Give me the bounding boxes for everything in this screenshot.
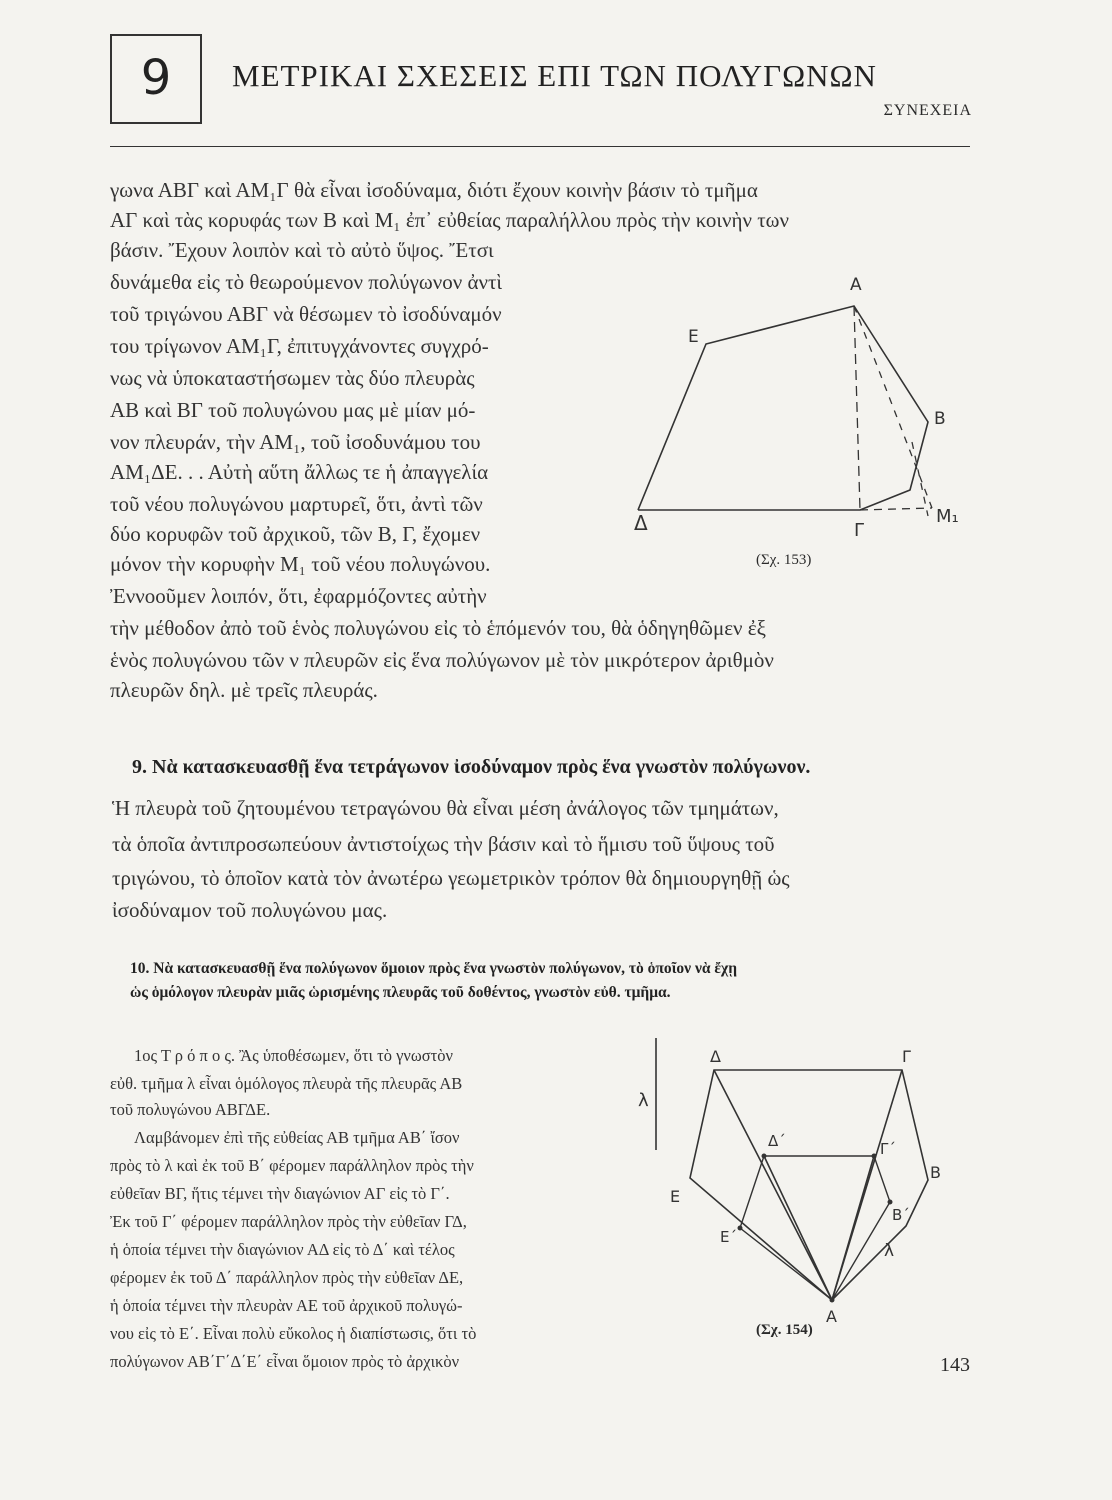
label-G: Γ (854, 520, 865, 541)
chapter-title: ΜΕΤΡΙΚΑΙ ΣΧΕΣΕΙΣ ΕΠΙ ΤΩΝ ΠΟΛΥΓΩΝΩΝ (232, 58, 877, 93)
section-9-heading: 9. Νὰ κατασκευασθῇ ἕνα τετράγωνον ἰσοδύναμον πρὸς ἕνα γνωστὸν πολύγωνον. (132, 756, 811, 778)
diagonal-AD2 (764, 1156, 832, 1300)
text-line: πλευρῶν δηλ. μὲ τρεῖς πλευράς. (110, 678, 378, 702)
text-line: δύο κορυφῶν τοῦ ἀρχικοῦ, τῶν Β, Γ, ἔχομεν (110, 522, 481, 546)
label-A: Α (826, 1307, 837, 1326)
polygon-outline (638, 306, 928, 510)
diagonal-AD (714, 1070, 832, 1300)
section-10-heading-cont: ὡς ὁμόλογον πλευρὰν μιᾶς ὡρισμένης πλευρᾶς τοῦ δοθέντος, γνωστὸν εὐθ. τμῆμα. (130, 984, 671, 1001)
text-line: Λαμβάνομεν ἐπὶ τῆς εὐθείας ΑΒ τμῆμα ΑΒ΄ ἴσον (134, 1128, 460, 1147)
text-line: τοῦ νέου πολυγώνου μαρτυρεῖ, ὅτι, ἀντὶ τῶν (110, 492, 483, 516)
text-line: τριγώνου, τὸ ὁποῖον κατὰ τὸν ἀνωτέρω γεωμετρικὸν τρόπον θὰ δημιουργηθῇ ὡς (112, 866, 790, 890)
text-line: Ἐννοοῦμεν λοιπόν, ὅτι, ἐφαρμόζοντες αὐτὴν (110, 584, 487, 608)
diagonal-AG (854, 306, 860, 510)
page-number: 143 (940, 1354, 970, 1376)
text-line: τοῦ τριγώνου ΑΒΓ νὰ θέσωμεν τὸ ἰσοδύναμόν (110, 302, 502, 326)
text-line: νου εἰς τὸ Ε΄. Εἶναι πολὺ εὔκολος ἡ διαπίστωσις, ὅτι τὸ (110, 1324, 477, 1343)
text-line: μόνον τὴν κορυφὴν Μ₁ τοῦ νέου πολυγώνου. (110, 552, 491, 576)
header-rule (110, 146, 970, 147)
point-A (830, 1298, 835, 1303)
label-B2: Β΄ (892, 1206, 910, 1224)
label-G2: Γ΄ (880, 1140, 896, 1158)
label-M1: Μ₁ (936, 506, 959, 527)
text-line: Ἐκ τοῦ Γ΄ φέρομεν παράλληλον πρὸς τὴν εὐθεῖαν ΓΔ, (110, 1212, 467, 1231)
text-line: δυνάμεθα εἰς τὸ θεωρούμενον πολύγωνον ἀντὶ (110, 270, 503, 294)
text-line: ΑΜ₁ΔΕ. . . Αὐτὴ αὕτη ἄλλως τε ἡ ἀπαγγελία (110, 460, 489, 484)
label-E2: Ε΄ (720, 1228, 737, 1246)
figure-153 (620, 260, 980, 600)
label-B: Β (934, 409, 946, 429)
label-D2: Δ΄ (768, 1132, 786, 1150)
label-A: Α (850, 275, 862, 295)
text-line: εὐθ. τμῆμα λ εἶναι ὁμόλογος πλευρὰ τῆς πλευρᾶς ΑΒ (110, 1074, 463, 1093)
text-line: ἑνὸς πολυγώνου τῶν ν πλευρῶν εἰς ἕνα πολύγωνον μὲ τὸν μικρότερον ἀριθμὸν (110, 648, 774, 672)
figure-154 (630, 1030, 950, 1330)
point-G2 (872, 1154, 877, 1159)
text-line: ΑΒ καὶ ΒΓ τοῦ πολυγώνου μας μὲ μίαν μό- (110, 398, 476, 422)
text-line: 1ος Τ ρ ό π ο ς. Ἂς ὑποθέσωμεν, ὅτι τὸ γνωστὸν (134, 1046, 453, 1065)
figure-153-caption: (Σχ. 153) (756, 552, 812, 568)
chapter-box (110, 34, 202, 124)
text-line: εὐθεῖαν ΒΓ, ἥτις τέμνει τὴν διαγώνιον ΑΓ εἰς τὸ Γ΄. (110, 1184, 450, 1203)
text-line: ἡ ὁποία τέμνει τὴν πλευρὰν ΑΕ τοῦ ἀρχικοῦ πολυγώ- (110, 1296, 463, 1315)
point-E2 (738, 1226, 743, 1231)
chapter-subtitle: ΣΥΝΕΧΕΙΑ (883, 102, 972, 119)
section-10-heading: 10. Νὰ κατασκευασθῇ ἕνα πολύγωνον ὅμοιον πρὸς ἕνα γνωστὸν πολύγωνον, τὸ ὁποῖον νὰ ἔχῃ (130, 960, 737, 977)
text-line: νον πλευράν, τὴν ΑΜ₁, τοῦ ἰσοδυνάμου του (110, 430, 481, 454)
text-line: τὰ ὁποῖα ἀντιπροσωπεύουν ἀντιστοίχως τὴν βάσιν καὶ τὸ ἥμισυ τοῦ ὕψους τοῦ (112, 832, 775, 856)
text-line: Ἡ πλευρὰ τοῦ ζητουμένου τετραγώνου θὰ εἶναι μέση ἀνάλογος τῶν τμημάτων, (112, 796, 779, 820)
line-GM1 (860, 508, 932, 510)
text-line: βάσιν. Ἔχουν λοιπὸν καὶ τὸ αὐτὸ ὕψος. Ἔτσι (110, 238, 494, 262)
line-AM1 (854, 306, 932, 508)
text-line: τοῦ πολυγώνου ΑΒΓΔΕ. (110, 1100, 271, 1119)
label-B: Β (930, 1163, 941, 1182)
label-D: Δ (710, 1047, 721, 1066)
label-G: Γ (902, 1047, 911, 1066)
text-line: ἡ ὁποία τέμνει τὴν διαγώνιον ΑΔ εἰς τὸ Δ΄ καὶ τέλος (110, 1240, 455, 1259)
label-lambda: λ (638, 1090, 649, 1111)
text-line: πολύγωνον ΑΒ΄Γ΄Δ΄Ε΄ εἶναι ὅμοιον πρὸς τὸ ἀρχικὸν (110, 1352, 460, 1371)
text-line: ἰσοδύναμον τοῦ πολυγώνου μας. (112, 898, 388, 922)
point-D2 (762, 1154, 767, 1159)
text-line: του τρίγωνον ΑΜ₁Γ, ἐπιτυγχάνοντες συγχρό- (110, 334, 489, 358)
chapter-number: 9 (140, 50, 172, 106)
point-B2 (888, 1200, 893, 1205)
label-E: Ε (688, 327, 699, 347)
text-line: φέρομεν ἐκ τοῦ Δ΄ παράλληλον πρὸς τὴν εὐθεῖαν ΔΕ, (110, 1268, 464, 1287)
label-D: Δ (634, 511, 648, 535)
text-line: τὴν μέθοδον ἀπὸ τοῦ ἑνὸς πολυγώνου εἰς τὸ ἑπόμενόν του, θὰ ὁδηγηθῶμεν ἐξ (110, 616, 766, 640)
text-line: νως νὰ ὑποκαταστήσωμεν τὰς δύο πλευρὰς (110, 366, 475, 390)
label-lambda2: λ (884, 1241, 895, 1261)
text-line: ΑΓ καὶ τὰς κορυφάς των Β καὶ Μ₁ ἐπ᾽ εὐθείας παραλήλλου πρὸς τὴν κοινὴν των (110, 208, 789, 232)
figure-154-caption: (Σχ. 154) (756, 1322, 813, 1338)
text-line: γωνα ΑΒΓ καὶ ΑΜ₁Γ θὰ εἶναι ἰσοδύναμα, διότι ἔχουν κοινὴν βάσιν τὸ τμῆμα (110, 178, 758, 202)
text-line: πρὸς τὸ λ καὶ ἐκ τοῦ Β΄ φέρομεν παράλληλον πρὸς τὴν (110, 1156, 474, 1175)
label-E: Ε (670, 1187, 681, 1206)
